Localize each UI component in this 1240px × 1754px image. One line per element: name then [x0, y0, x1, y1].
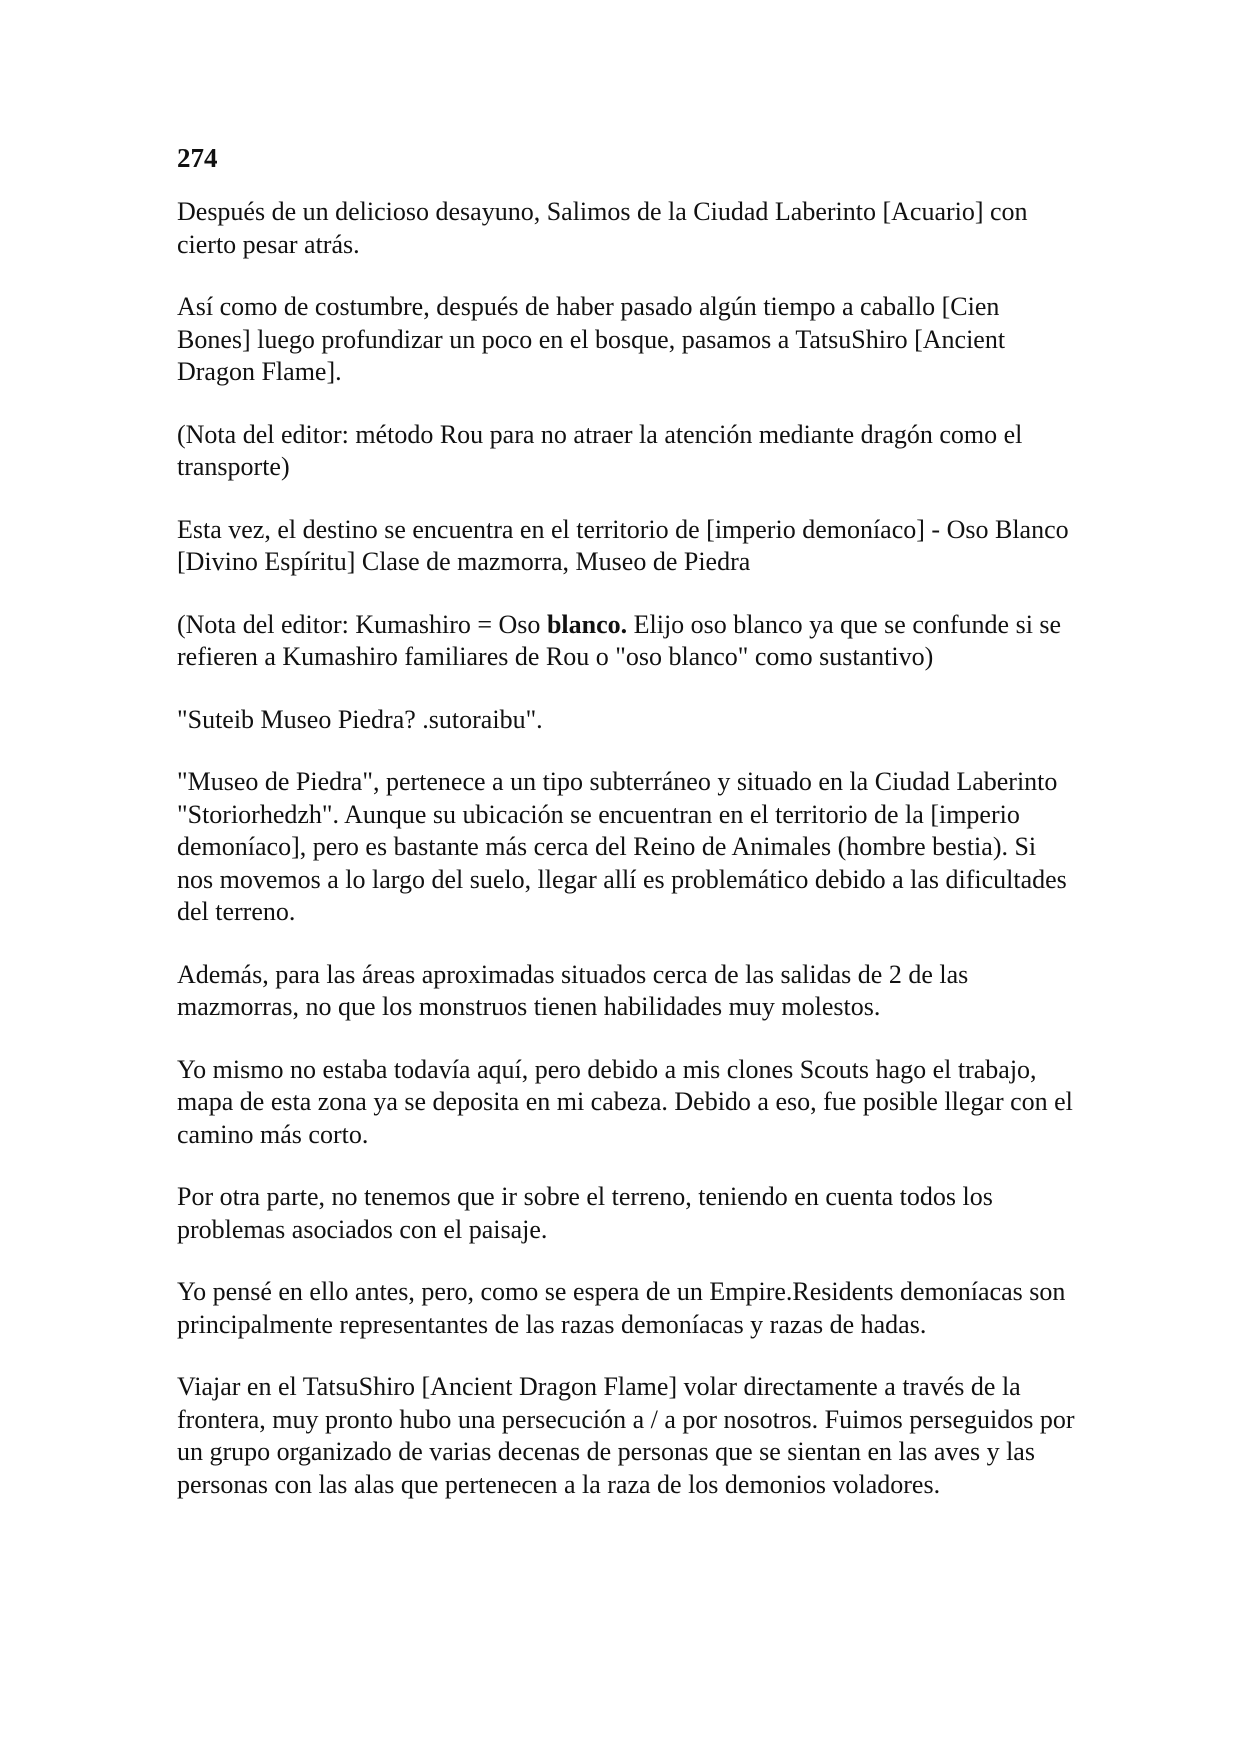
paragraph-9: Yo mismo no estaba todavía aquí, pero debido a mis clones Scouts hago el trabajo, mapa de esta zona ya se deposita en mi cabeza. Debido a eso, fue posible llegar con el camino más corto. [177, 1054, 1073, 1149]
paragraph-8: Además, para las áreas aproximadas situados cerca de las salidas de 2 de las mazmorras, no que los monstruos tienen habilidades muy molestos. [177, 959, 969, 1021]
paragraph-6: "Suteib Museo Piedra? .sutoraibu". [177, 704, 543, 734]
paragraph-12: Viajar en el TatsuShiro [Ancient Dragon Flame] volar directamente a través de la frontera, muy pronto hubo una persecución a / a por nosotros. Fuimos perseguidos por un grupo organizado de varias decenas de personas que se sientan en las aves y las personas con las alas que pertenecen a la raza de los demonios voladores. [177, 1372, 1075, 1499]
editor-note-end: Elijo oso blanco ya que se confunde si se refieren a Kumashiro familiares de Rou o "oso blanco" como sustantivo) [177, 609, 1062, 671]
chapter-number: 274 [177, 143, 218, 173]
paragraph-2: Así como de costumbre, después de haber pasado algún tiempo a caballo [Cien Bones] luego profundizar un poco en el bosque, pasamos a TatsuShiro [Ancient Dragon Flame]. [177, 292, 1006, 386]
paragraph-1: Después de un delicioso desayuno, Salimos de la Ciudad Laberinto [Acuario] con cierto pesar atrás. [177, 197, 1028, 259]
paragraph-11: Yo pensé en ello antes, pero, como se espera de un Empire.Residents demoníacas son principalmente representantes de las razas demoníacas y razas de hadas. [177, 1277, 1066, 1339]
paragraph-10: Por otra parte, no tenemos que ir sobre el terreno, teniendo en cuenta todos los problemas asociados con el paisaje. [177, 1182, 993, 1244]
paragraph-4: Esta vez, el destino se encuentra en el territorio de [imperio demoníaco] - Oso Blanco [Divino Espíritu] Clase de mazmorra, Museo de Piedra [177, 514, 1069, 576]
paragraph-7: "Museo de Piedra", pertenece a un tipo subterráneo y situado en la Ciudad Laberinto "Storiorhedzh". Aunque su ubicación se encuentran en el territorio de la [imperio demoníaco], pero es bastante más cerca del Reino de Animales (hombre bestia). Si nos movemos a lo largo del suelo, llegar allí es problemático debido a las dificultades del terreno. [177, 767, 1067, 926]
paragraph-3: (Nota del editor: método Rou para no atraer la atención mediante dragón como el transporte) [177, 419, 1023, 481]
editor-note-bold: blanco. [546, 609, 628, 639]
editor-note-paragraph [177, 609, 1077, 674]
editor-note-start: (Nota del editor: Kumashiro = Oso [177, 609, 547, 639]
document-page [177, 142, 1077, 1531]
